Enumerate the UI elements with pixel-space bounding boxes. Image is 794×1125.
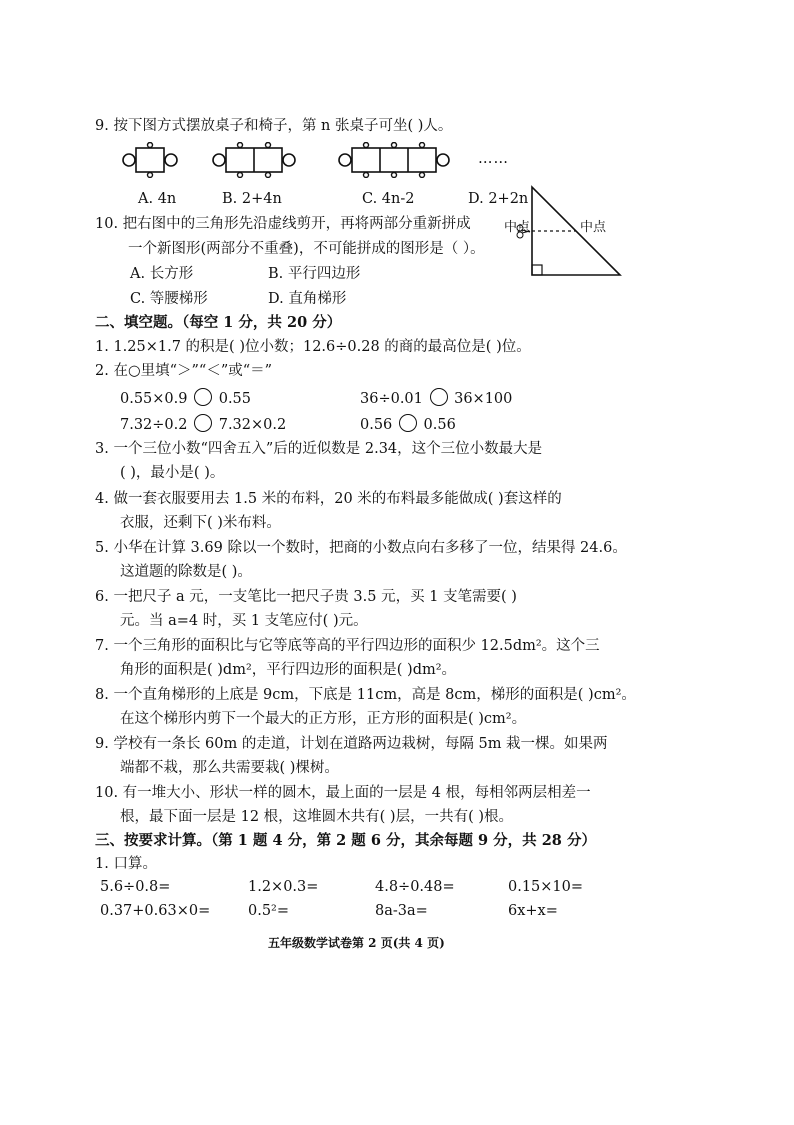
- oral-calc-3: 4.8÷0.48=: [375, 879, 455, 895]
- q2c-row: [120, 414, 286, 434]
- figure-2-tables: [210, 142, 300, 178]
- q9-option-c: C. 4n-2: [362, 191, 415, 207]
- fill-q10-line1: 10. 有一堆大小、形状一样的圆木，最上面的一层是 4 根，每相邻两层相差一: [95, 785, 591, 801]
- fill-q7-line1: 7. 一个三角形的面积比与它等底等高的平行四边形的面积少 12.5dm²。这个三: [95, 638, 600, 654]
- fill-q4-line2: 衣服，还剩下( )米布料。: [120, 515, 281, 531]
- fill-heading: 二、填空题。（每空 1 分，共 20 分）: [95, 314, 342, 331]
- oral-calc-1: 5.6÷0.8=: [100, 879, 171, 895]
- q9-option-b: B. 2+4n: [222, 191, 282, 207]
- fill-q3-line2: ( )，最小是( )。: [120, 465, 225, 481]
- q9-option-d: D. 2+2n: [468, 191, 529, 207]
- figure-1-table: [120, 142, 182, 178]
- figure-ellipsis: ……: [478, 151, 509, 167]
- q2a-row: [120, 388, 251, 408]
- fill-q8-line2: 在这个梯形内剪下一个最大的正方形，正方形的面积是( )cm²。: [120, 711, 527, 727]
- fill-q6-line1: 6. 一把尺子 a 元，一支笔比一把尺子贵 3.5 元，买 1 支笔需要( ): [95, 589, 517, 605]
- q2c-left: 7.32÷0.2: [120, 417, 188, 433]
- fill-q9-line2: 端都不栽，那么共需要栽( )棵树。: [120, 760, 339, 776]
- fill-q2: 2. 在○里填“＞”“＜”或“＝”: [95, 363, 273, 379]
- fill-q5-line1: 5. 小华在计算 3.69 除以一个数时，把商的小数点向右多移了一位，结果得 24.6。: [95, 540, 627, 556]
- q2b-row: [360, 388, 512, 408]
- q2c-right: 7.32×0.2: [218, 417, 287, 433]
- oral-calc-5: 0.37+0.63×0=: [100, 903, 211, 919]
- q10-option-a: A. 长方形: [130, 266, 194, 282]
- q2b-right: 36×100: [454, 391, 513, 407]
- q10-option-b: B. 平行四边形: [268, 266, 361, 282]
- q2a-left: 0.55×0.9: [120, 391, 188, 407]
- q10-line2: 一个新图形(两部分不重叠)，不可能拼成的图形是（ ）。: [128, 241, 485, 257]
- oral-calc-8: 6x+x=: [508, 903, 558, 919]
- oral-calc-2: 1.2×0.3=: [248, 879, 319, 895]
- q10-option-d: D. 直角梯形: [268, 291, 347, 307]
- q10-option-c: C. 等腰梯形: [130, 291, 208, 307]
- triangle-label-left: 中点: [504, 220, 531, 235]
- fill-q8-line1: 8. 一个直角梯形的上底是 9cm，下底是 11cm，高是 8cm，梯形的面积是( )cm²。: [95, 687, 636, 703]
- triangle-label-right: 中点: [580, 220, 607, 235]
- calc-sub1: 1. 口算。: [95, 856, 157, 872]
- q2a-answer-circle[interactable]: [194, 388, 212, 406]
- q10-line1: 10. 把右图中的三角形先沿虚线剪开，再将两部分重新拼成: [95, 216, 471, 232]
- oral-calc-6: 0.5²=: [248, 903, 290, 919]
- fill-q5-line2: 这道题的除数是( )。: [120, 564, 252, 580]
- fill-q9-line1: 9. 学校有一条长 60m 的走道，计划在道路两边栽树，每隔 5m 栽一棵。如果两: [95, 736, 608, 752]
- page-footer: 五年级数学试卷第 2 页(共 4 页): [268, 936, 445, 950]
- fill-q10-line2: 根，最下面一层是 12 根，这堆圆木共有( )层，一共有( )根。: [120, 809, 514, 825]
- fill-q1: 1. 1.25×1.7 的积是( )位小数；12.6÷0.28 的商的最高位是( )位。: [95, 339, 531, 355]
- fill-q7-line2: 角形的面积是( )dm²，平行四边形的面积是( )dm²。: [120, 662, 457, 678]
- q2d-right: 0.56: [423, 417, 456, 433]
- q2c-answer-circle[interactable]: [194, 414, 212, 432]
- oral-calc-7: 8a-3a=: [375, 903, 428, 919]
- oral-calc-4: 0.15×10=: [508, 879, 584, 895]
- q2d-answer-circle[interactable]: [399, 414, 417, 432]
- fill-q3-line1: 3. 一个三位小数“四舍五入”后的近似数是 2.34，这个三位小数最大是: [95, 441, 543, 457]
- q2a-right: 0.55: [218, 391, 252, 407]
- q9-option-a: A. 4n: [138, 191, 177, 207]
- q9-text: 9. 按下图方式摆放桌子和椅子，第 n 张桌子可坐( )人。: [95, 118, 453, 134]
- figure-3-tables: [336, 142, 454, 178]
- fill-q6-line2: 元。当 a=4 时，买 1 支笔应付( )元。: [120, 613, 368, 629]
- q2b-answer-circle[interactable]: [430, 388, 448, 406]
- fill-q4-line1: 4. 做一套衣服要用去 1.5 米的布料，20 米的布料最多能做成( )套这样的: [95, 491, 562, 507]
- q2d-left: 0.56: [360, 417, 393, 433]
- q2d-row: [360, 414, 456, 434]
- q2b-left: 36÷0.01: [360, 391, 423, 407]
- calc-heading: 三、按要求计算。（第 1 题 4 分，第 2 题 6 分，其余每题 9 分，共 28 分）: [95, 832, 596, 849]
